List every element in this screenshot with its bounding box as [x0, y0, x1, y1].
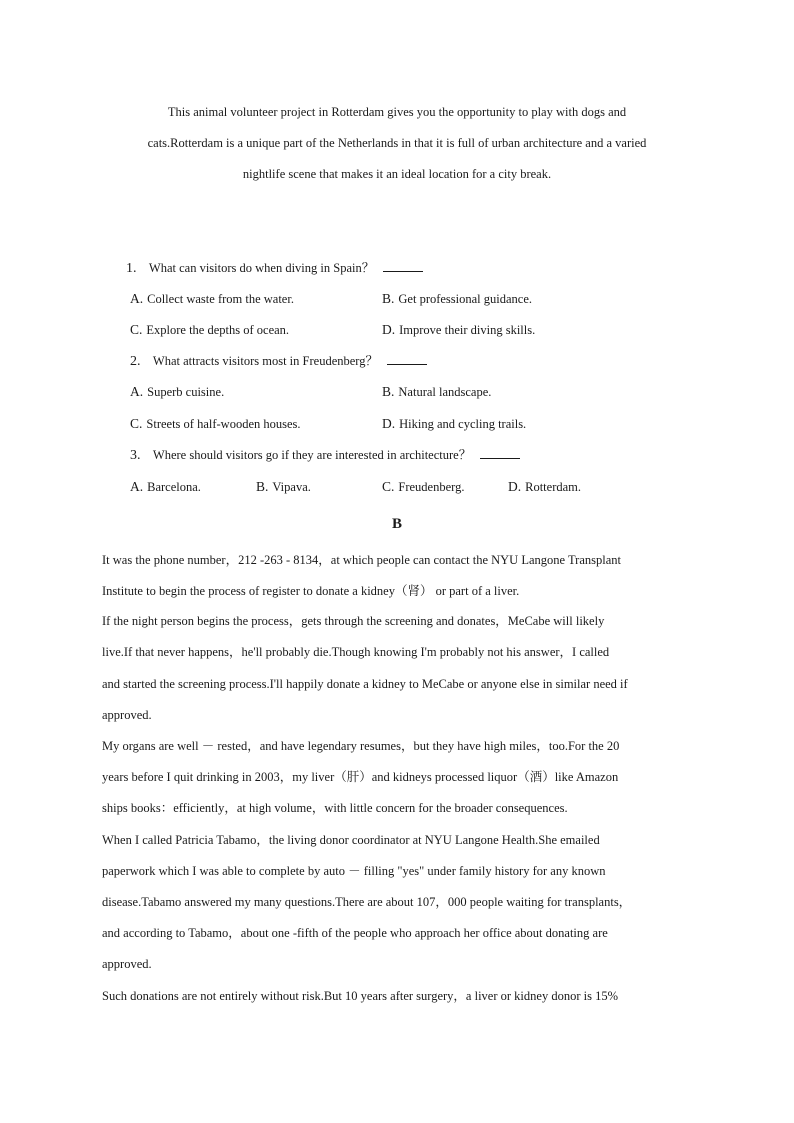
question-number: 3. [130, 448, 141, 463]
option-3a [130, 479, 201, 495]
option-letter: D. [382, 416, 396, 431]
passage-line: It was the phone number，212 -263 - 8134，at which people can contact the NYU Langone Transplant [102, 553, 621, 567]
passage-line: Such donations are not entirely without risk.But 10 years after surgery，a liver or kidney donor is 15% [102, 989, 618, 1003]
option-text: Improve their diving skills. [399, 323, 536, 337]
answer-blank [383, 260, 423, 272]
option-letter: A. [130, 291, 144, 306]
option-text: Explore the depths of ocean. [146, 323, 290, 337]
question-text: What attracts visitors most in Freudenberg？ [152, 354, 378, 368]
option-text: Vipava. [272, 480, 311, 494]
question-1 [126, 260, 423, 277]
option-text: Freudenberg. [398, 480, 465, 494]
intro-line-1: This animal volunteer project in Rotterdam gives you the opportunity to play with dogs and [167, 105, 627, 119]
intro-line-3: nightlife scene that makes it an ideal location for a city break. [242, 167, 552, 181]
passage-line: If the night person begins the process，gets through the screening and donates，MeCabe will likely [102, 614, 605, 628]
option-letter: D. [382, 322, 396, 337]
option-text: Get professional guidance. [398, 292, 533, 306]
option-letter: C. [382, 479, 395, 494]
option-letter: D. [508, 479, 522, 494]
passage-line: Institute to begin the process of register to donate a kidney（肾） or part of a liver. [102, 584, 520, 598]
option-letter: B. [256, 479, 269, 494]
section-b-title: B [391, 516, 402, 532]
passage-line: disease.Tabamo answered my many questions.There are about 107，000 people waiting for transplants， [102, 895, 632, 909]
option-text: Superb cuisine. [147, 385, 225, 399]
passage-line: My organs are well － rested，and have legendary resumes，but they have high miles，too.For the 20 [102, 739, 620, 753]
option-1c [130, 322, 289, 338]
option-3c [382, 479, 464, 495]
option-text: Barcelona. [147, 480, 201, 494]
passage-line: approved. [102, 708, 152, 722]
option-letter: A. [130, 384, 144, 399]
option-letter: C. [130, 322, 143, 337]
intro-line-2: cats.Rotterdam is a unique part of the Netherlands in that it is full of urban architecture and a varied [147, 136, 647, 150]
option-2b [382, 384, 491, 400]
option-text: Collect waste from the water. [147, 292, 294, 306]
question-text: What can visitors do when diving in Spain？ [148, 261, 375, 275]
passage-line: paperwork which I was able to complete by auto － filling "yes" under family history for any known [102, 864, 606, 878]
question-number: 1. [126, 261, 137, 276]
passage-line: approved. [102, 957, 152, 971]
option-text: Streets of half-wooden houses. [146, 417, 301, 431]
question-number: 2. [130, 354, 141, 369]
option-2a [130, 384, 224, 400]
passage-line: ships books：efficiently，at high volume，with little concern for the broader consequences. [102, 801, 568, 815]
option-2d [382, 416, 526, 432]
option-text: Rotterdam. [525, 480, 582, 494]
option-2c [130, 416, 301, 432]
question-2 [130, 353, 427, 370]
answer-blank [480, 447, 520, 459]
passage-line: and started the screening process.I'll happily donate a kidney to MeCabe or anyone else in similar need if [102, 677, 628, 691]
passage-line: and according to Tabamo，about one -fifth of the people who approach her office about donating are [102, 926, 608, 940]
option-letter: C. [130, 416, 143, 431]
option-letter: A. [130, 479, 144, 494]
passage-line: years before I quit drinking in 2003，my liver（肝）and kidneys processed liquor（酒）like Amazon [102, 770, 619, 784]
option-1b [382, 291, 532, 307]
option-1d [382, 322, 535, 338]
option-letter: B. [382, 384, 395, 399]
question-3 [130, 447, 520, 464]
answer-blank [387, 353, 427, 365]
option-text: Natural landscape. [398, 385, 492, 399]
question-text: Where should visitors go if they are interested in architecture？ [152, 448, 472, 462]
option-3d [508, 479, 581, 495]
option-3b [256, 479, 311, 495]
passage-line: live.If that never happens，he'll probably die.Though knowing I'm probably not his answer，I called [102, 645, 610, 659]
passage-line: When I called Patricia Tabamo，the living donor coordinator at NYU Langone Health.She emailed [102, 833, 600, 847]
option-text: Hiking and cycling trails. [399, 417, 527, 431]
option-1a [130, 291, 294, 307]
option-letter: B. [382, 291, 395, 306]
